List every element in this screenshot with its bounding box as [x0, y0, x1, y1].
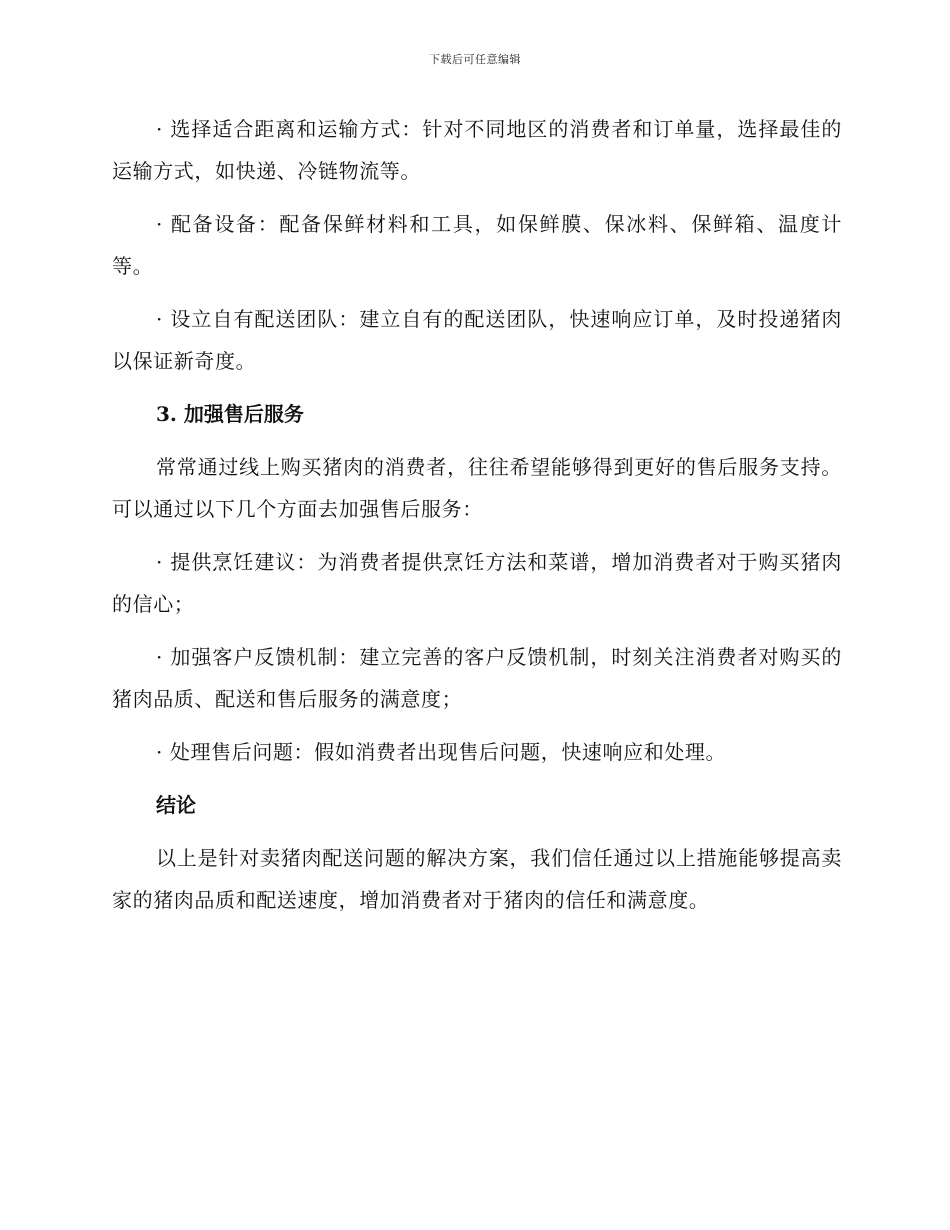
paragraph-equipment: · 配备设备：配备保鲜材料和工具，如保鲜膜、保冰料、保鲜箱、温度计等。: [112, 212, 842, 278]
section-heading-after-sales: 3. 加强售后服务: [156, 402, 304, 426]
paragraph-after-sales-issues: · 处理售后问题：假如消费者出现售后问题，快速响应和处理。: [156, 740, 727, 764]
document-body: [112, 108, 842, 932]
section-heading-conclusion: 结论: [156, 793, 196, 817]
page-header: 下载后可任意编辑: [429, 53, 521, 66]
paragraph-feedback-mechanism: · 加强客户反馈机制：建立完善的客户反馈机制，时刻关注消费者对购买的猪肉品质、配送和售后服务的满意度；: [112, 645, 842, 711]
paragraph-conclusion: 以上是针对卖猪肉配送问题的解决方案，我们信任通过以上措施能够提高卖家的猪肉品质和配送速度，增加消费者对于猪肉的信任和满意度。: [112, 846, 842, 912]
paragraph-delivery-team: · 设立自有配送团队：建立自有的配送团队，快速响应订单，及时投递猪肉以保证新奇度。: [112, 307, 842, 373]
paragraph-after-sales-intro: 常常通过线上购买猪肉的消费者，往往希望能够得到更好的售后服务支持。可以通过以下几个方面去加强售后服务：: [112, 455, 842, 521]
paragraph-cooking-advice: · 提供烹饪建议：为消费者提供烹饪方法和菜谱，增加消费者对于购买猪肉的信心；: [112, 550, 842, 616]
paragraph-transport-method: · 选择适合距离和运输方式：针对不同地区的消费者和订单量，选择最佳的运输方式，如快递、冷链物流等。: [112, 117, 842, 183]
